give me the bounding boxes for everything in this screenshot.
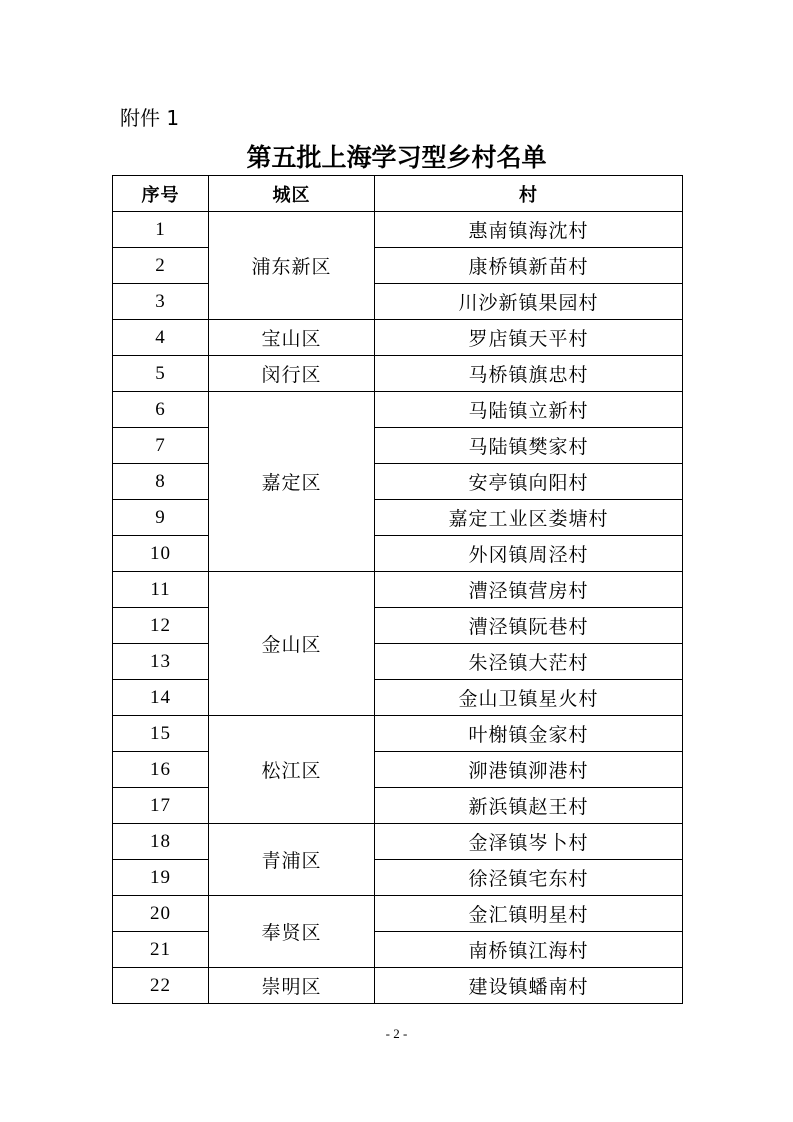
header-row: [113, 176, 683, 212]
village-cell: 漕泾镇营房村: [375, 572, 683, 608]
village-cell: 漕泾镇阮巷村: [375, 608, 683, 644]
village-cell: 安亭镇向阳村: [375, 464, 683, 500]
row-number: 21: [113, 932, 209, 968]
village-cell: 泖港镇泖港村: [375, 752, 683, 788]
village-cell: 康桥镇新苗村: [375, 248, 683, 284]
row-number: 20: [113, 896, 209, 932]
table-row: [113, 860, 683, 896]
table-row: [113, 356, 683, 392]
row-number: 4: [113, 320, 209, 356]
district-cell: 金山区: [209, 572, 375, 716]
table-row: [113, 320, 683, 356]
row-number: 12: [113, 608, 209, 644]
village-cell: 徐泾镇宅东村: [375, 860, 683, 896]
district-cell: 青浦区: [209, 824, 375, 896]
row-number: 10: [113, 536, 209, 572]
table-row: [113, 284, 683, 320]
row-number: 16: [113, 752, 209, 788]
village-cell: 新浜镇赵王村: [375, 788, 683, 824]
district-cell: 松江区: [209, 716, 375, 824]
header-no: 序号: [113, 176, 209, 212]
village-cell: 金汇镇明星村: [375, 896, 683, 932]
table-row: [113, 428, 683, 464]
row-number: 15: [113, 716, 209, 752]
village-cell: 朱泾镇大茫村: [375, 644, 683, 680]
row-number: 18: [113, 824, 209, 860]
header-district: 城区: [209, 176, 375, 212]
table-row: [113, 680, 683, 716]
table-row: [113, 716, 683, 752]
page-number: - 2 -: [385, 1026, 408, 1041]
table-row: [113, 608, 683, 644]
village-cell: 马桥镇旗忠村: [375, 356, 683, 392]
table-row: [113, 968, 683, 1004]
village-cell: 惠南镇海沈村: [375, 212, 683, 248]
village-cell: 罗店镇天平村: [375, 320, 683, 356]
village-list-table: [112, 175, 683, 1004]
table-row: [113, 572, 683, 608]
row-number: 2: [113, 248, 209, 284]
village-cell: 南桥镇江海村: [375, 932, 683, 968]
district-cell: 奉贤区: [209, 896, 375, 968]
table-row: [113, 932, 683, 968]
row-number: 7: [113, 428, 209, 464]
table-row: [113, 752, 683, 788]
village-cell: 川沙新镇果园村: [375, 284, 683, 320]
village-cell: 金山卫镇星火村: [375, 680, 683, 716]
village-cell: 马陆镇立新村: [375, 392, 683, 428]
row-number: 9: [113, 500, 209, 536]
table-row: [113, 788, 683, 824]
header-village: 村: [375, 176, 683, 212]
table-row: [113, 464, 683, 500]
village-cell: 金泽镇岑卜村: [375, 824, 683, 860]
row-number: 19: [113, 860, 209, 896]
table-row: [113, 644, 683, 680]
table-row: [113, 500, 683, 536]
table-row: [113, 392, 683, 428]
district-cell: 崇明区: [209, 968, 375, 1004]
village-cell: 嘉定工业区娄塘村: [375, 500, 683, 536]
row-number: 11: [113, 572, 209, 608]
row-number: 22: [113, 968, 209, 1004]
table-row: [113, 896, 683, 932]
row-number: 5: [113, 356, 209, 392]
village-cell: 外冈镇周泾村: [375, 536, 683, 572]
row-number: 17: [113, 788, 209, 824]
village-cell: 叶榭镇金家村: [375, 716, 683, 752]
attachment-label: 附件 1: [120, 106, 180, 130]
table-header: [113, 176, 683, 212]
table-row: [113, 824, 683, 860]
village-cell: 建设镇蟠南村: [375, 968, 683, 1004]
page-title: 第五批上海学习型乡村名单: [246, 143, 547, 172]
row-number: 3: [113, 284, 209, 320]
row-number: 14: [113, 680, 209, 716]
table-body: [113, 212, 683, 1004]
village-cell: 马陆镇樊家村: [375, 428, 683, 464]
district-cell: 浦东新区: [209, 212, 375, 320]
district-cell: 闵行区: [209, 356, 375, 392]
row-number: 8: [113, 464, 209, 500]
table-row: [113, 248, 683, 284]
row-number: 6: [113, 392, 209, 428]
row-number: 1: [113, 212, 209, 248]
table-row: [113, 212, 683, 248]
row-number: 13: [113, 644, 209, 680]
district-cell: 宝山区: [209, 320, 375, 356]
district-cell: 嘉定区: [209, 392, 375, 572]
table-row: [113, 536, 683, 572]
